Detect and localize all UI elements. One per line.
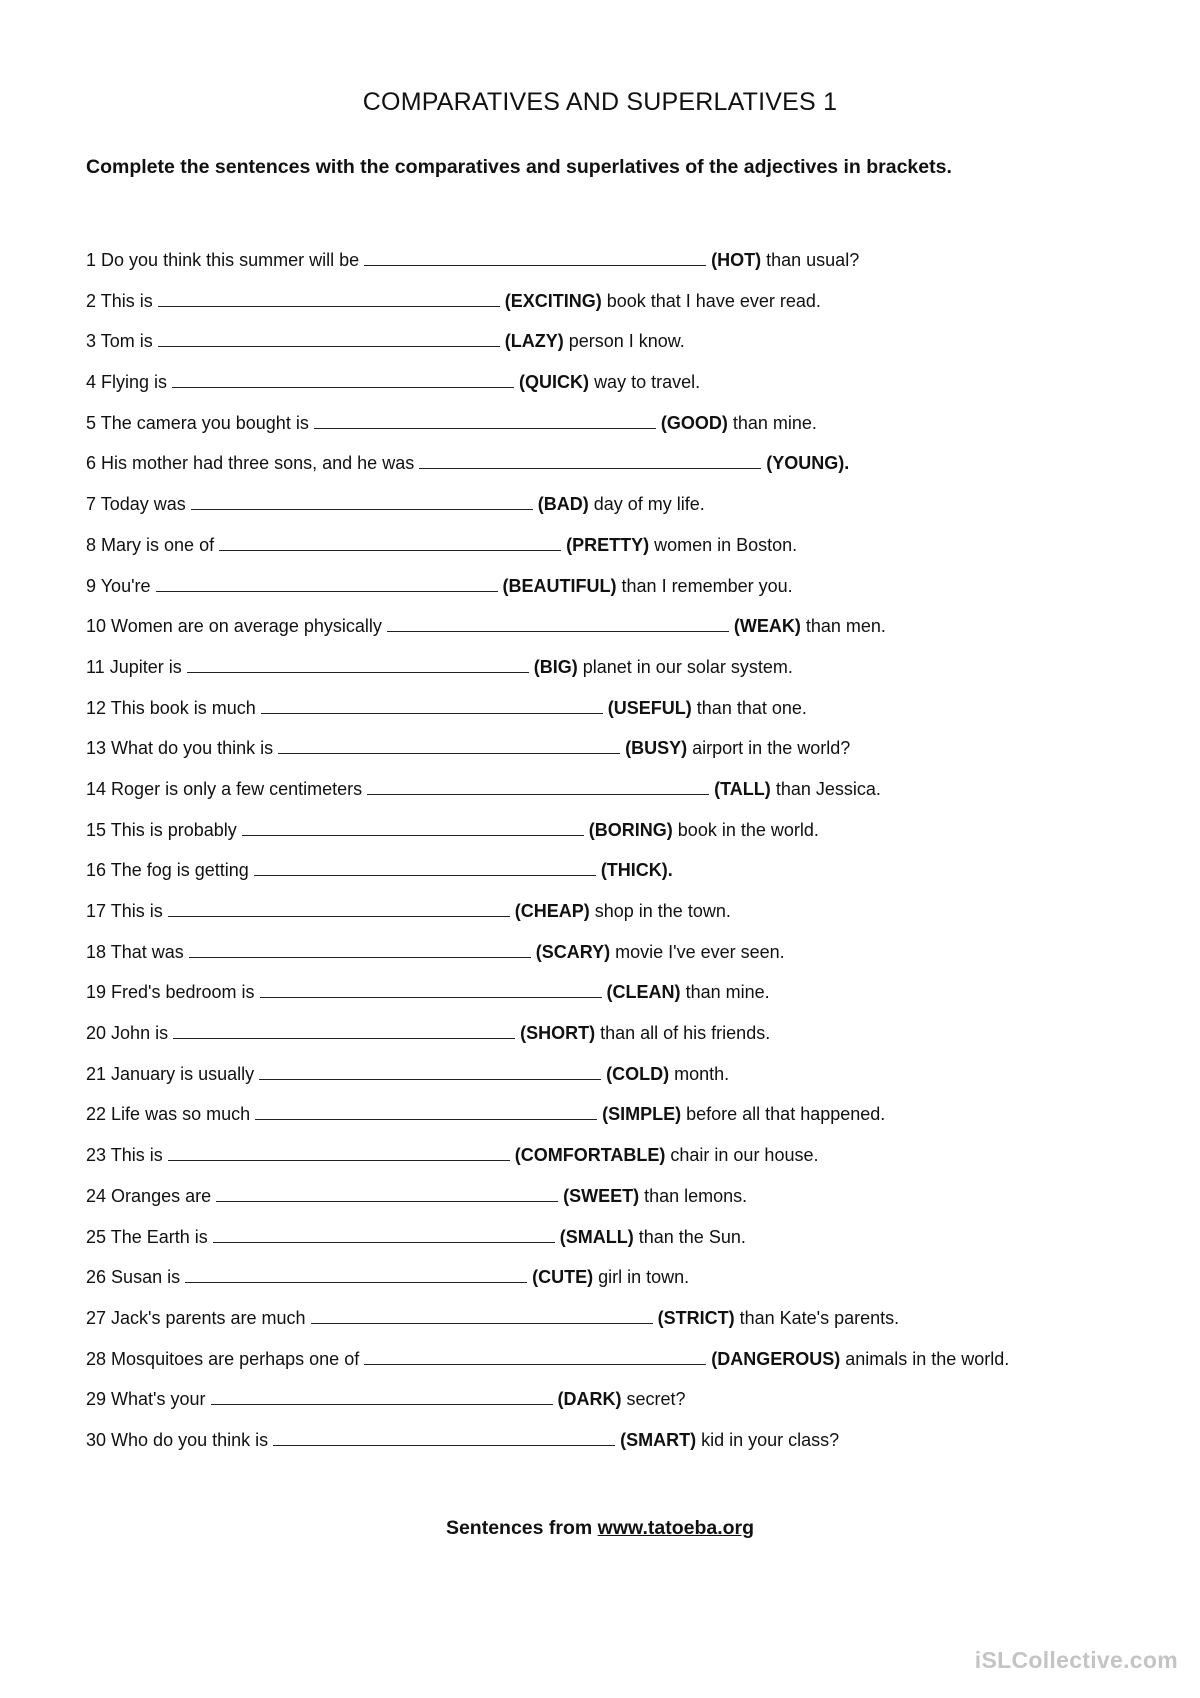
answer-blank[interactable]: [158, 289, 500, 307]
question-item: [86, 858, 1146, 899]
question-item: [86, 1062, 1146, 1103]
adjective-hint: (SMART): [620, 1429, 697, 1450]
question-text-after: airport in the world?: [692, 738, 851, 759]
question-item: [86, 329, 1146, 370]
instructions: Complete the sentences with the comparatives and superlatives of the adjectives in brackets.: [86, 156, 952, 178]
adjective-hint: (SIMPLE): [602, 1104, 682, 1125]
question-text-after: women in Boston.: [654, 534, 798, 555]
adjective-hint: (COLD): [606, 1063, 670, 1084]
question-text-after: animals in the world.: [845, 1348, 1010, 1369]
question-text-after: secret?: [626, 1389, 686, 1410]
answer-blank[interactable]: [314, 411, 656, 429]
answer-blank[interactable]: [254, 858, 596, 876]
answer-blank[interactable]: [242, 818, 584, 836]
question-text-before: January is usually: [111, 1063, 255, 1084]
question-item: [86, 940, 1146, 981]
adjective-hint: (COMFORTABLE): [514, 1145, 666, 1166]
question-number: 20: [86, 1023, 107, 1044]
question-number: 27: [86, 1307, 107, 1328]
question-text-before: John is: [111, 1023, 169, 1044]
question-item: [86, 614, 1146, 655]
source-link[interactable]: www.tatoeba.org: [597, 1517, 755, 1539]
question-text-before: What do you think is: [111, 738, 274, 759]
adjective-hint: (BIG): [533, 656, 578, 677]
answer-blank[interactable]: [158, 329, 500, 347]
adjective-hint: (SMALL): [559, 1226, 634, 1247]
answer-blank[interactable]: [216, 1184, 558, 1202]
question-number: 26: [86, 1267, 107, 1288]
adjective-hint: (BAD): [537, 494, 589, 515]
question-text-after: person I know.: [568, 331, 685, 352]
answer-blank[interactable]: [189, 940, 531, 958]
adjective-hint: (BEAUTIFUL): [502, 575, 617, 596]
question-text-before: Oranges are: [111, 1185, 212, 1206]
adjective-hint: (CUTE): [532, 1267, 594, 1288]
answer-blank[interactable]: [219, 533, 561, 551]
question-item: [86, 1225, 1146, 1266]
adjective-hint: (GOOD): [660, 412, 728, 433]
question-text-after: shop in the town.: [594, 901, 731, 921]
answer-blank[interactable]: [168, 899, 510, 917]
answer-blank[interactable]: [191, 492, 533, 510]
question-number: 4: [86, 372, 97, 393]
question-item: [86, 736, 1146, 777]
answer-blank[interactable]: [156, 574, 498, 592]
question-text-after: than men.: [805, 616, 886, 637]
question-number: 17: [86, 901, 107, 921]
adjective-hint: (SWEET): [563, 1185, 640, 1206]
answer-blank[interactable]: [273, 1428, 615, 1446]
adjective-hint: (STRICT): [657, 1307, 735, 1328]
question-item: [86, 1387, 1146, 1428]
question-text-after: than Jessica.: [775, 778, 881, 799]
question-text-after: planet in our solar system.: [582, 656, 793, 677]
question-number: 13: [86, 738, 107, 759]
answer-blank[interactable]: [387, 614, 729, 632]
question-number: 8: [86, 534, 97, 555]
question-text-after: than Kate's parents.: [739, 1307, 900, 1328]
question-list: [86, 248, 1146, 1469]
answer-blank[interactable]: [364, 1347, 706, 1365]
question-item: [86, 1265, 1146, 1306]
adjective-hint: (EXCITING): [504, 290, 602, 311]
answer-blank[interactable]: [364, 248, 706, 266]
question-number: 5: [86, 412, 97, 433]
question-text-before: The camera you bought is: [100, 412, 309, 433]
answer-blank[interactable]: [259, 1062, 601, 1080]
adjective-hint: (HOT): [711, 250, 762, 270]
adjective-hint: (YOUNG).: [766, 453, 850, 474]
answer-blank[interactable]: [213, 1225, 555, 1243]
adjective-hint: (CLEAN): [606, 982, 681, 1003]
question-number: 29: [86, 1389, 107, 1410]
question-number: 18: [86, 941, 107, 962]
answer-blank[interactable]: [367, 777, 709, 795]
adjective-hint: (BORING): [588, 819, 673, 840]
question-text-before: This is: [100, 290, 153, 311]
question-text-before: Roger is only a few centimeters: [111, 778, 363, 799]
question-item: [86, 533, 1146, 574]
question-item: [86, 1143, 1146, 1184]
question-number: 24: [86, 1185, 107, 1206]
question-text-before: Susan is: [111, 1267, 181, 1288]
question-number: 10: [86, 616, 107, 637]
question-text-after: than usual?: [766, 250, 860, 270]
question-text-after: book that I have ever read.: [606, 290, 821, 311]
question-text-after: than I remember you.: [621, 575, 793, 596]
question-number: 3: [86, 331, 97, 352]
question-text-after: movie I've ever seen.: [615, 941, 785, 962]
question-text-before: The Earth is: [110, 1226, 208, 1247]
page-title: COMPARATIVES AND SUPERLATIVES 1: [362, 88, 838, 116]
adjective-hint: (TALL): [714, 778, 771, 799]
question-text-before: His mother had three sons, and he was: [101, 453, 415, 474]
question-number: 30: [86, 1429, 107, 1450]
question-text-after: than lemons.: [644, 1185, 748, 1206]
question-text-after: than mine.: [685, 982, 770, 1003]
adjective-hint: (PRETTY): [566, 534, 650, 555]
adjective-hint: (CHEAP): [514, 901, 590, 921]
answer-blank[interactable]: [278, 736, 620, 754]
question-number: 19: [86, 982, 107, 1003]
answer-blank[interactable]: [173, 1021, 515, 1039]
answer-blank[interactable]: [261, 696, 603, 714]
question-item: [86, 818, 1146, 859]
question-number: 16: [86, 860, 107, 881]
question-item: [86, 411, 1146, 452]
question-text-before: Life was so much: [111, 1104, 251, 1125]
source-credit: [0, 1517, 1200, 1540]
question-text-before: Who do you think is: [111, 1429, 269, 1450]
answer-blank[interactable]: [211, 1387, 553, 1405]
question-number: 21: [86, 1063, 107, 1084]
question-item: [86, 1102, 1146, 1143]
question-text-before: Jack's parents are much: [111, 1307, 306, 1328]
question-item: [86, 1347, 1146, 1388]
adjective-hint: (LAZY): [504, 331, 564, 352]
question-item: [86, 696, 1146, 737]
adjective-hint: (QUICK): [519, 372, 590, 393]
question-number: 7: [86, 494, 97, 515]
question-text-before: Do you think this summer will be: [101, 250, 360, 270]
question-number: 15: [86, 819, 107, 840]
question-text-before: What's your: [111, 1389, 206, 1410]
question-number: 22: [86, 1104, 107, 1125]
question-text-after: kid in your class?: [701, 1429, 840, 1450]
answer-blank[interactable]: [172, 370, 514, 388]
question-text-before: Mary is one of: [101, 534, 215, 555]
question-item: [86, 980, 1146, 1021]
question-text-after: than mine.: [732, 412, 817, 433]
source-prefix: Sentences from: [445, 1517, 593, 1539]
question-item: [86, 289, 1146, 330]
question-text-after: girl in town.: [598, 1267, 690, 1288]
question-number: 12: [86, 697, 107, 718]
question-item: [86, 1021, 1146, 1062]
adjective-hint: (DARK): [557, 1389, 622, 1410]
question-item: [86, 451, 1146, 492]
question-text-after: than all of his friends.: [600, 1023, 771, 1044]
question-text-after: month.: [674, 1063, 730, 1084]
question-item: [86, 370, 1146, 411]
question-item: [86, 248, 1146, 289]
question-number: 14: [86, 778, 107, 799]
question-number: 25: [86, 1226, 107, 1247]
question-item: [86, 655, 1146, 696]
question-number: 1: [86, 250, 97, 270]
question-text-after: before all that happened.: [686, 1104, 886, 1125]
question-text-before: This is probably: [110, 819, 237, 840]
adjective-hint: (DANGEROUS): [711, 1348, 841, 1369]
question-text-before: Mosquitoes are perhaps one of: [111, 1348, 360, 1369]
question-item: [86, 492, 1146, 533]
question-text-before: Flying is: [101, 372, 168, 393]
answer-blank[interactable]: [187, 655, 529, 673]
question-text-before: The fog is getting: [110, 860, 249, 881]
question-text-after: than that one.: [696, 697, 807, 718]
question-number: 11: [86, 656, 105, 677]
question-item: [86, 1428, 1146, 1469]
answer-blank[interactable]: [260, 980, 602, 998]
question-text-before: Fred's bedroom is: [111, 982, 255, 1003]
question-text-before: This is: [110, 901, 163, 921]
question-item: [86, 777, 1146, 818]
adjective-hint: (WEAK): [733, 616, 801, 637]
question-text-after: day of my life.: [593, 494, 705, 515]
adjective-hint: (BUSY): [625, 738, 688, 759]
adjective-hint: (THICK).: [600, 860, 673, 881]
question-text-after: book in the world.: [677, 819, 819, 840]
question-number: 2: [86, 290, 97, 311]
question-text-after: chair in our house.: [670, 1145, 819, 1166]
question-text-before: This book is much: [110, 697, 256, 718]
answer-blank[interactable]: [255, 1102, 597, 1120]
watermark: iSLCollective.com: [974, 1647, 1178, 1673]
question-text-before: Women are on average physically: [111, 616, 382, 637]
question-text-before: That was: [110, 941, 184, 962]
answer-blank[interactable]: [311, 1306, 653, 1324]
question-text-before: Jupiter is: [109, 656, 182, 677]
question-text-before: Today was: [100, 494, 186, 515]
question-item: [86, 899, 1146, 940]
question-text-after: than the Sun.: [638, 1226, 746, 1247]
answer-blank[interactable]: [168, 1143, 510, 1161]
question-text-before: You're: [100, 575, 151, 596]
question-number: 28: [86, 1348, 107, 1369]
adjective-hint: (USEFUL): [607, 697, 692, 718]
question-number: 9: [86, 575, 97, 596]
adjective-hint: (SHORT): [520, 1023, 596, 1044]
question-number: 23: [86, 1145, 107, 1166]
question-item: [86, 1184, 1146, 1225]
question-text-after: way to travel.: [594, 372, 701, 393]
question-text-before: This is: [110, 1145, 163, 1166]
question-text-before: Tom is: [100, 331, 153, 352]
adjective-hint: (SCARY): [535, 941, 611, 962]
question-number: 6: [86, 453, 97, 474]
question-item: [86, 1306, 1146, 1347]
answer-blank[interactable]: [419, 451, 761, 469]
answer-blank[interactable]: [185, 1265, 527, 1283]
question-item: [86, 574, 1146, 615]
